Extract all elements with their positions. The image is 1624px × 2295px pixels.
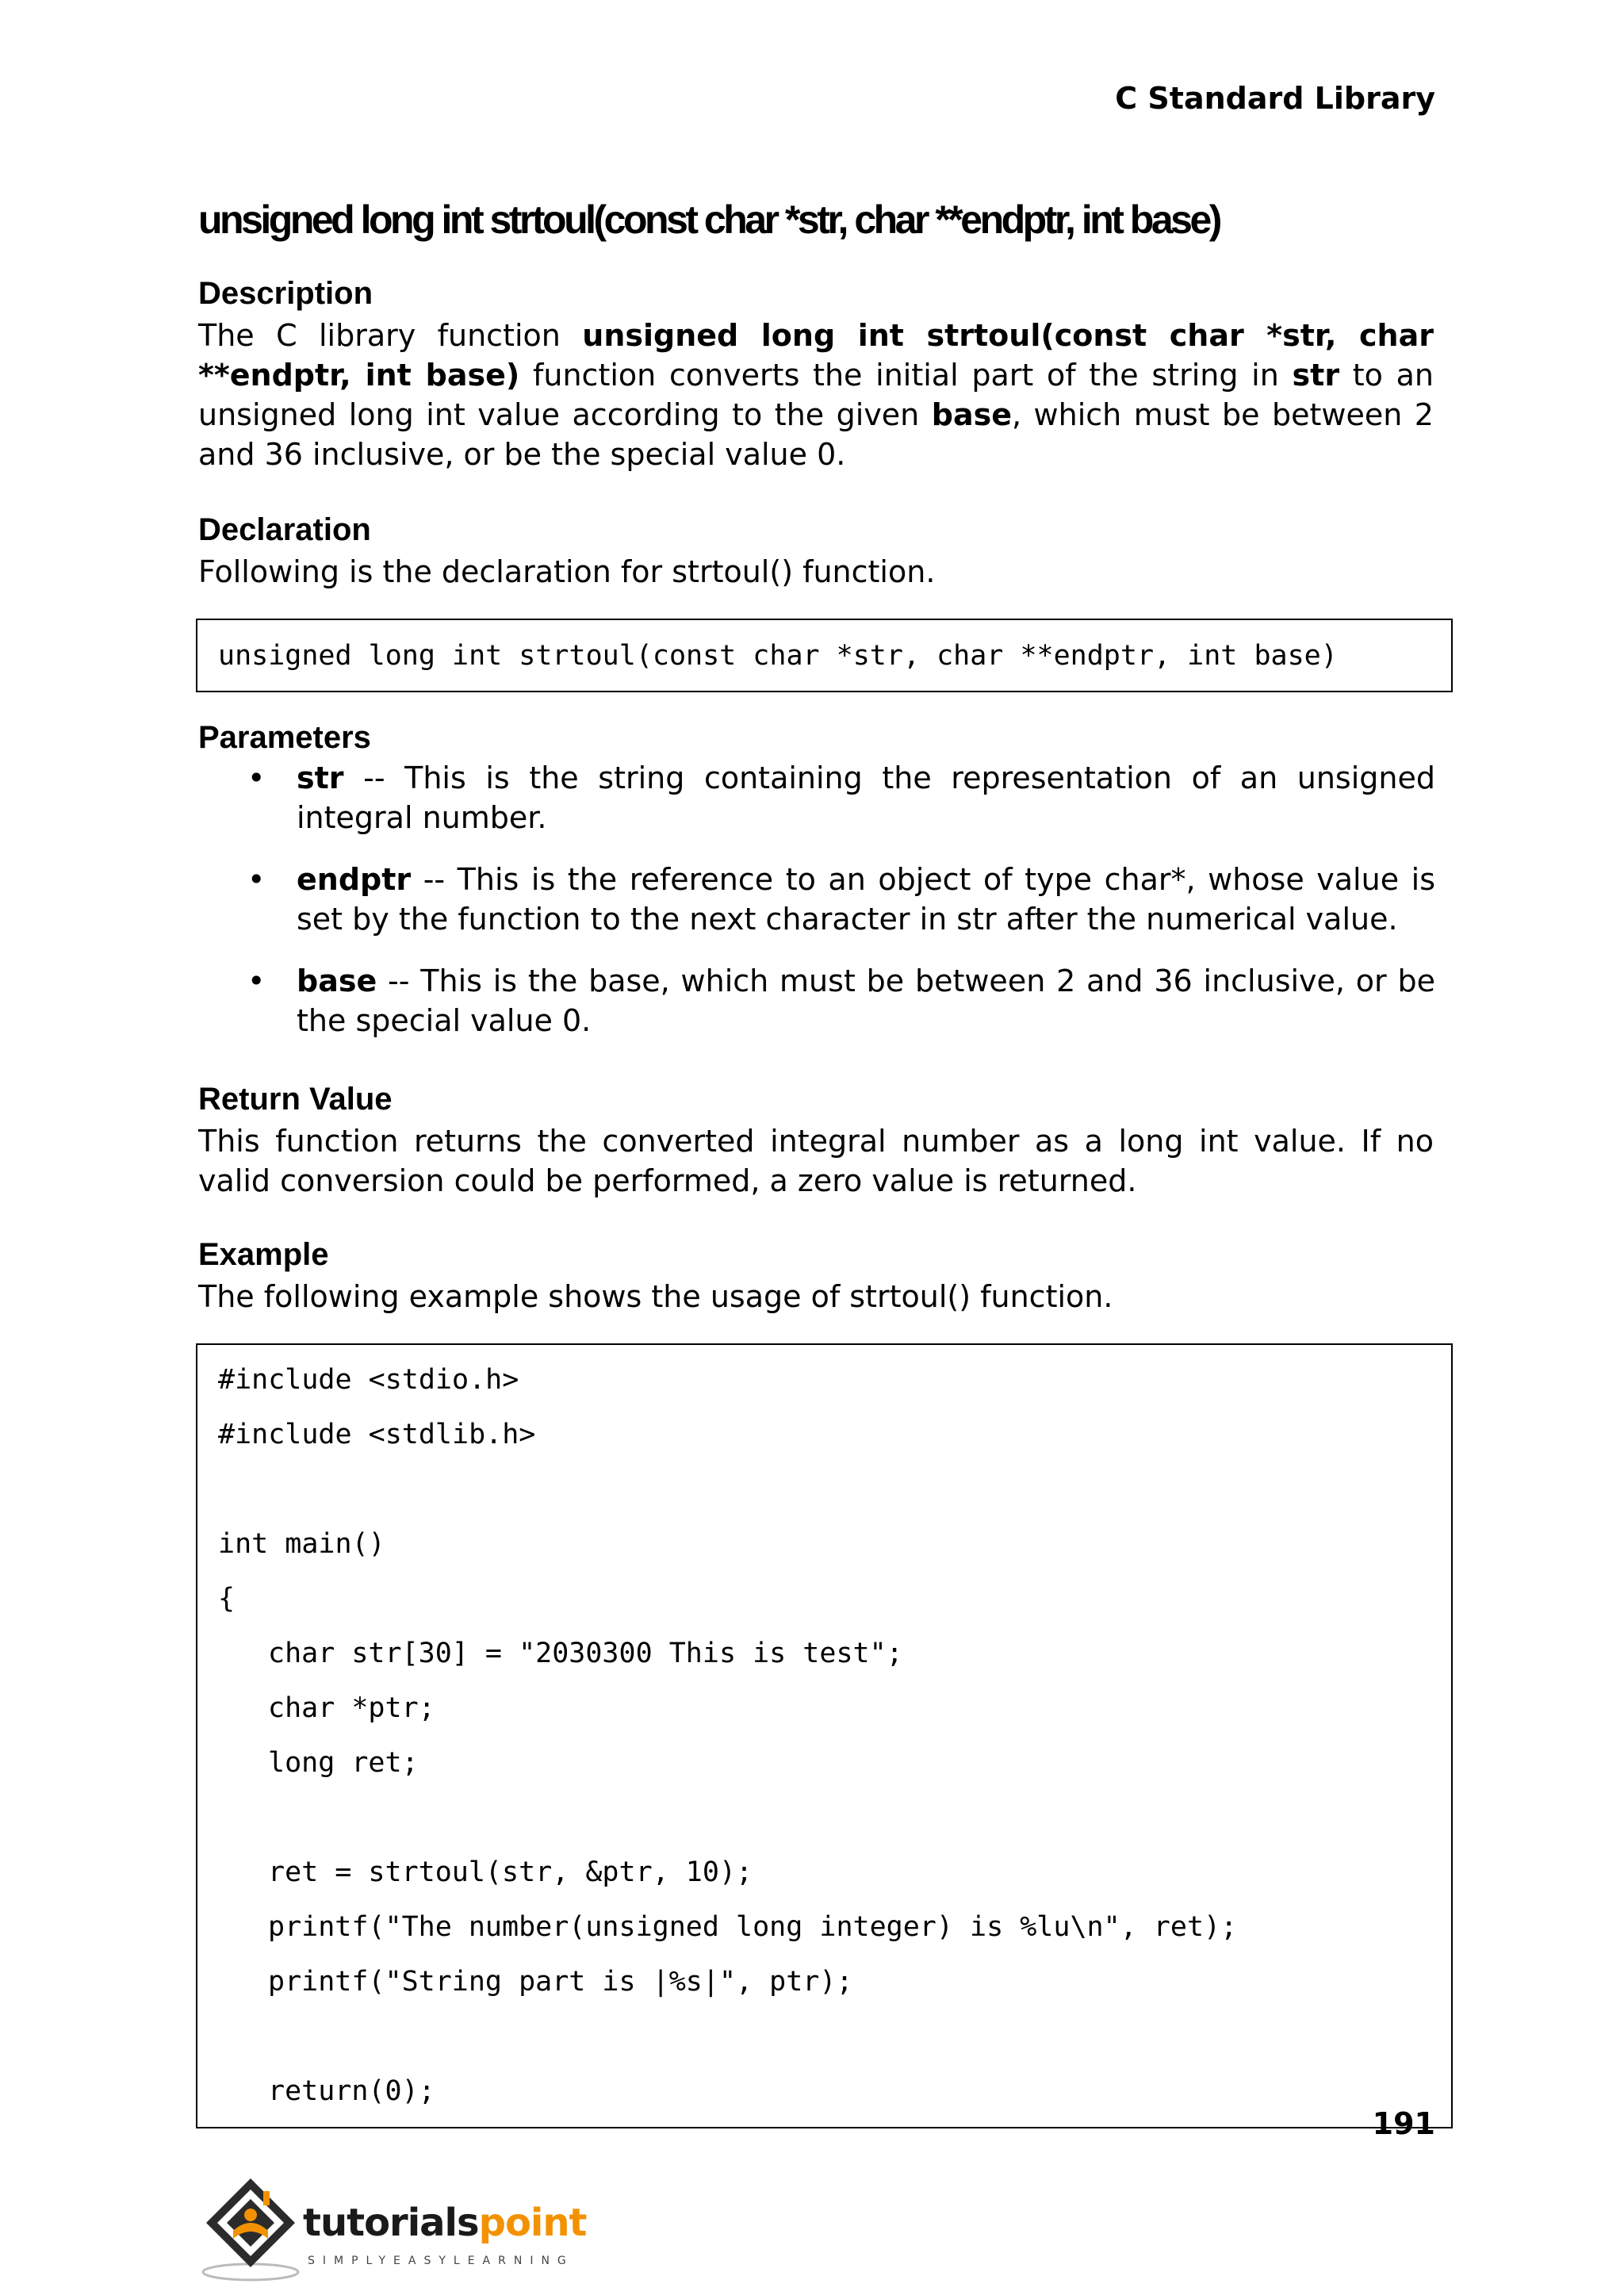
base-bold: base [931, 397, 1012, 432]
parameters-list [198, 758, 1435, 1063]
param-name: endptr [297, 862, 412, 897]
page-number: 191 [1372, 2106, 1435, 2141]
page-title: unsigned long int strtoul(const char *str, char **endptr, int base) [198, 197, 1220, 242]
tutorialspoint-logo [195, 2169, 587, 2288]
description-text-3: to an unsigned long int value according to the given [198, 358, 1434, 432]
code-line [218, 1791, 1451, 1845]
param-name: str [297, 761, 344, 795]
bullet: • [247, 862, 266, 897]
str-bold: str [1292, 358, 1340, 393]
bullet: • [247, 964, 266, 998]
code-line [218, 1462, 1451, 1517]
function-signature-bold: unsigned long int strtoul(const char *str, char **endptr, int base) [198, 318, 1434, 393]
code-line: ret = strtoul(str, &ptr, 10); [268, 1856, 753, 1888]
bullet: • [247, 761, 266, 795]
return-value-heading: Return Value [198, 1082, 393, 1117]
running-header: C Standard Library [1115, 81, 1435, 116]
logo-wordmark: tutorialspoint [303, 2201, 587, 2245]
code-line: #include <stdio.h> [218, 1364, 519, 1396]
example-heading: Example [198, 1237, 329, 1272]
param-description: -- This is the base, which must be between 2 and 36 inclusive, or be the special value 0. [297, 964, 1435, 1038]
list-item [198, 758, 1435, 837]
param-description: -- This is the reference to an object of type char*, whose value is set by the function to the next character in str after the numerical value. [297, 862, 1435, 937]
description-heading: Description [198, 276, 373, 311]
declaration-text: Following is the declaration for strtoul() function. [198, 554, 936, 589]
code-line: #include <stdlib.h> [218, 1419, 536, 1450]
list-item [198, 860, 1435, 939]
declaration-code-box [196, 619, 1453, 692]
description-text-1: The C library function [198, 318, 561, 353]
description-text-4: , which must be between 2 and 36 inclusive, or be the special value 0. [198, 397, 1434, 472]
param-description: -- This is the string containing the representation of an unsigned integral number. [297, 761, 1435, 835]
logo-tagline: SIMPLYEASYLEARNING [308, 2255, 574, 2267]
return-value-text: This function returns the converted integral number as a long int value. If no valid conversion could be performed, a zero value is returned. [198, 1124, 1434, 1198]
code-line: long ret; [268, 1747, 419, 1779]
declaration-code: unsigned long int strtoul(const char *str, char **endptr, int base) [218, 640, 1338, 672]
parameters-heading: Parameters [198, 720, 371, 755]
code-line: printf("The number(unsigned long integer) is %lu\n", ret); [268, 1911, 1238, 1943]
code-line: char str[30] = "2030300 This is test"; [268, 1638, 903, 1669]
description-paragraph [198, 316, 1434, 474]
example-code-box [196, 1343, 1453, 2128]
code-line [218, 2010, 1451, 2064]
logo-emblem-icon [195, 2169, 306, 2288]
param-name: base [297, 964, 377, 998]
example-text: The following example shows the usage of strtoul() function. [198, 1279, 1113, 1314]
description-text-2: function converts the initial part of the string in [533, 358, 1279, 393]
declaration-heading: Declaration [198, 512, 371, 547]
code-line: printf("String part is |%s|", ptr); [268, 1966, 853, 1998]
code-line: int main() [218, 1528, 385, 1560]
code-line: char *ptr; [268, 1692, 435, 1724]
code-line: { [218, 1583, 236, 1615]
list-item [198, 961, 1435, 1040]
code-line: return(0); [268, 2075, 435, 2107]
